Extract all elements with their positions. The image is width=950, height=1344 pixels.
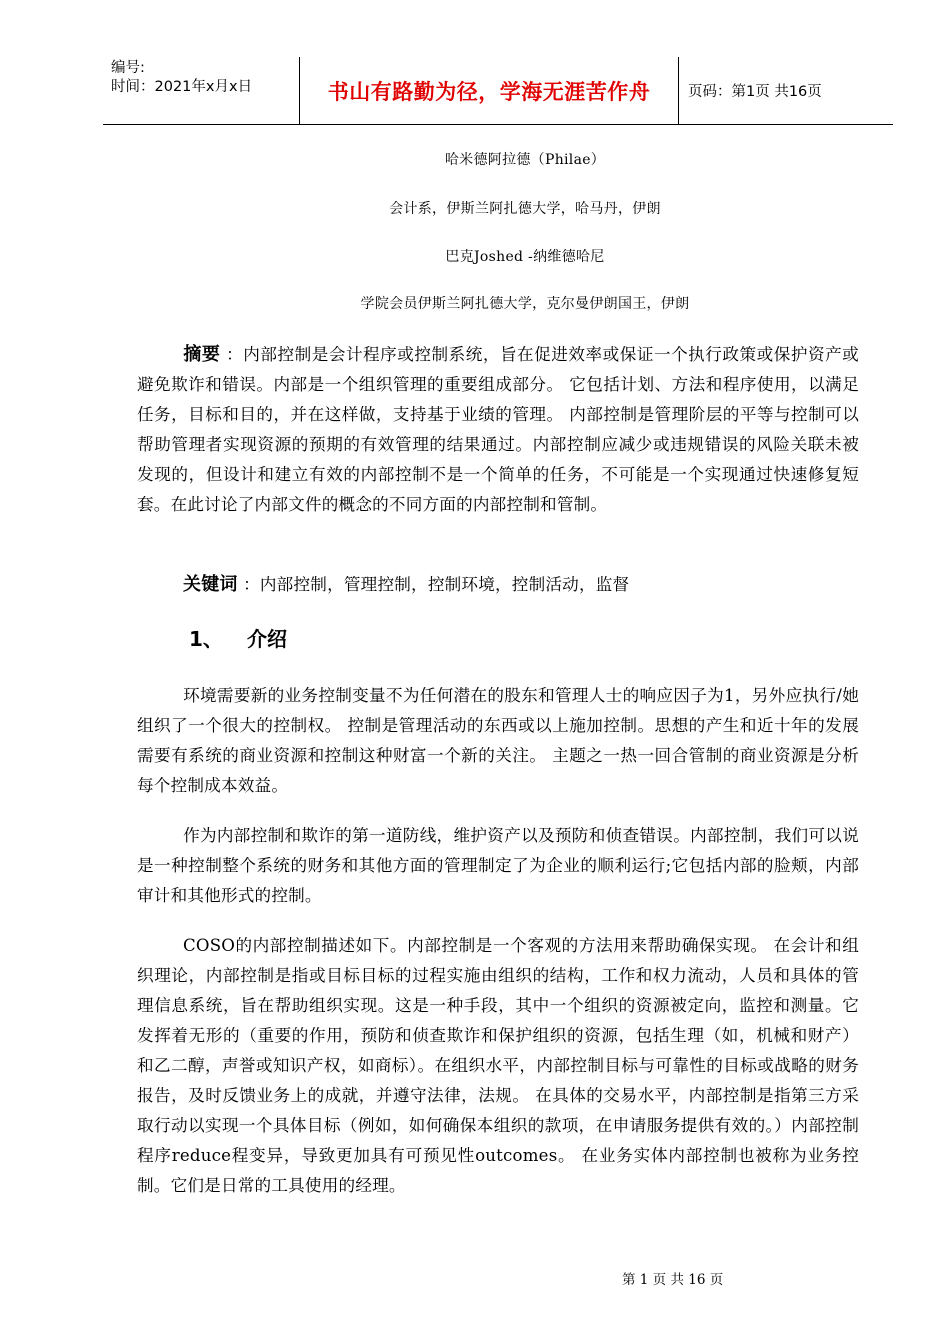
author-2: 巴克Joshed -纳维德哈尼 xyxy=(445,249,605,265)
abstract-separator: ： xyxy=(220,345,244,364)
section-heading xyxy=(189,623,287,652)
body-paragraph-3 xyxy=(137,931,859,1201)
paragraph-text: 环境需要新的业务控制变量不为任何潜在的股东和管理人士的响应因子为1，另外应执行/她组织了一个很大的控制权。 控制是管理活动的东西或以上施加控制。思想的产生和近十年的发展需要有系统的商业资源和控制这种财富一个新的关注。 主题之一热一回合管制的商业资源是分析每个控制成本效益。 xyxy=(137,686,859,795)
paragraph-text: COSO的内部控制描述如下。内部控制是一个客观的方法用来帮助确保实现。 在会计和组织理论，内部控制是指或目标目标的过程实施由组织的结构，工作和权力流动，人员和具体的管理信息系统，旨在帮助组织实现。这是一种手段，其中一个组织的资源被定向，监控和测量。它发挥着无形的（重要的作用，预防和侦查欺诈和保护组织的资源，包括生理（如，机械和财产）和乙二醇，声誉或知识产权，如商标）。在组织水平，内部控制目标与可靠性的目标或战略的财务报告，及时反馈业务上的成就，并遵守法律，法规。 在具体的交易水平，内部控制是指第三方采取行动以实现一个具体目标（例如，如何确保本组织的款项，在申请服务提供有效的。）内部控制程序reduce程变异，导致更加具有可预见性outcomes。 在业务实体内部控制也被称为业务控制。它们是日常的工具使用的经理。 xyxy=(137,936,859,1195)
motto-text: 书山有路勤为径，学海无涯苦作舟 xyxy=(327,79,651,104)
page-info-text: 页码：第1页 共16页 xyxy=(688,84,822,100)
paragraph-text: 作为内部控制和欺诈的第一道防线，维护资产以及预防和侦查错误。内部控制，我们可以说是一种控制整个系统的财务和其他方面的管理制定了为企业的顺利运行;它包括内部的脸颊，内部审计和其他形式的控制。 xyxy=(137,826,859,905)
keywords-separator: ： xyxy=(237,575,260,594)
abstract-text: 内部控制是会计程序或控制系统，旨在促进效率或保证一个执行政策或保护资产或避免欺诈和错误。内部是一个组织管理的重要组成部分。 它包括计划、方法和程序使用，以满足任务，目标和目的，并在这样做，支持基于业绩的管理。 内部控制是管理阶层的平等与控制可以帮助管理者实现资源的预期的有效管理的结果通过。内部控制应减少或违规错误的风险关联未被发现的，但设计和建立有效的内部控制不是一个简单的任务，不可能是一个实现通过快速修复短套。在此讨论了内部文件的概念的不同方面的内部控制和管制。 xyxy=(137,345,859,514)
author-1: 哈米德阿拉德（Philae） xyxy=(444,152,606,168)
abstract-label: 摘要 xyxy=(183,344,221,365)
abstract-paragraph xyxy=(137,340,859,520)
header-page-info xyxy=(679,57,893,124)
document-header xyxy=(103,57,893,125)
header-meta xyxy=(103,57,299,124)
page-footer: 第 1 页 共 16 页 xyxy=(622,1272,724,1288)
section-title: 介绍 xyxy=(247,627,287,651)
time-label: 时间：2021年x月x日 xyxy=(111,79,253,95)
body-paragraph-1 xyxy=(137,681,859,801)
affiliation-2: 学院会员伊斯兰阿扎德大学，克尔曼伊朗国王，伊朗 xyxy=(360,296,690,312)
header-motto-cell xyxy=(299,57,679,124)
section-number: 1、 xyxy=(189,627,223,651)
serial-number-label: 编号: xyxy=(111,60,145,76)
keywords-label: 关键词 xyxy=(183,574,238,595)
keywords-paragraph xyxy=(137,570,859,600)
body-paragraph-2 xyxy=(137,821,859,911)
keywords-text: 内部控制，管理控制，控制环境，控制活动，监督 xyxy=(259,575,630,594)
affiliation-1: 会计系，伊斯兰阿扎德大学，哈马丹，伊朗 xyxy=(389,201,661,217)
